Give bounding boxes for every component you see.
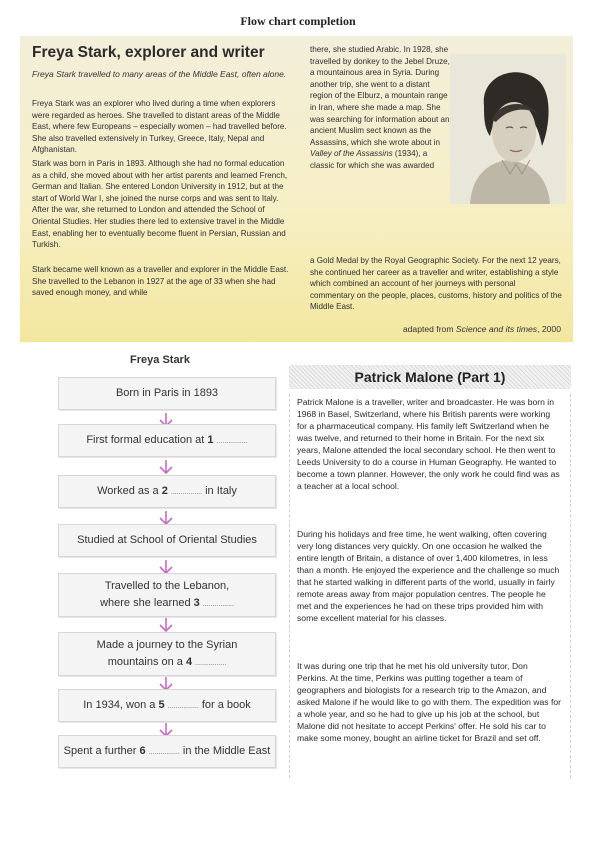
article-paragraph-3: Stark became well known as a traveller and explorer in the Middle East. She travelled to the Lebanon in 1927 at the age of 33 when she had saved enough money, and while: [32, 265, 289, 298]
flow-step-3-text: Worked as a: [97, 484, 162, 497]
freya-stark-article: [20, 36, 573, 342]
article-column-2-wide: a Gold Medal by the Royal Geographic Society. For the next 12 years, she continued her career as a traveller and writer, establishing a style which combined an account of her journeys with personal commentary on the people, places, customs, history and politics of the Middle East.: [310, 256, 562, 312]
answer-blank-2: ................: [170, 488, 203, 496]
flow-step-8-text: Spent a further: [63, 744, 140, 757]
flow-step-2: [58, 424, 276, 457]
blank-number-5: 5: [158, 698, 165, 711]
flow-step-2-text: First formal education at: [86, 433, 208, 446]
source-prefix: adapted from: [402, 324, 456, 334]
answer-blank-1: ................: [216, 437, 248, 445]
answer-blank-6: ................: [148, 748, 180, 756]
article-subtitle: Freya Stark travelled to many areas of the Middle East, often alone.: [32, 69, 287, 79]
flow-step-1: [58, 377, 276, 410]
flow-step-7: [58, 689, 276, 722]
patrick-malone-title: Patrick Malone (Part 1): [354, 369, 506, 385]
article-column-2-text: there, she studied Arabic. In 1928, she travelled by donkey to the Jebel Druze, a mountainous area in Syria. During another trip, she went to a distant region of the Elburz, a mountain range in Iran, where she made a map. She was searching for information about an ancient Muslim sect known as the Assassins, which she wrote about in: [310, 45, 450, 147]
blank-number-1: 1: [207, 433, 214, 446]
answer-blank-3: ................: [202, 600, 234, 608]
flow-step-1-text: Born in Paris in 1893: [115, 387, 219, 399]
flow-step-4: [58, 524, 276, 557]
flow-step-6-text: Made a journey to the Syrian: [96, 638, 238, 651]
flow-step-7-text: In 1934, won a: [83, 698, 159, 711]
patrick-malone-article: [285, 360, 575, 778]
flow-step-3-end: in Italy: [202, 484, 237, 497]
flow-step-8-end: in the Middle East: [179, 744, 271, 757]
blank-number-2: 2: [161, 484, 168, 497]
down-arrow-icon: [158, 459, 174, 475]
flow-step-4-text: Studied at School of Oriental Studies: [77, 534, 257, 546]
book-title: Valley of the Assassins: [310, 149, 393, 159]
malone-paragraph-2: During his holidays and free time, he went walking, often covering very long distances very quickly. On one occasion he walked the entire length of Britain, a distance of over 1,400 kilometres, in less than a month. He enjoyed the experience and the challenge so much that he started walking in different parts of the world, usually in fairly remote areas away from major population centres. The people he met and the experiences he had on these trips provided him with some excellent material for his classes.: [297, 529, 560, 623]
flow-step-8: [58, 735, 276, 768]
flow-chart-title: Freya Stark: [130, 354, 190, 366]
flow-step-5-text: Travelled to the Lebanon,: [104, 579, 230, 592]
down-arrow-icon: [158, 617, 174, 633]
portrait-image: [450, 54, 566, 204]
blank-number-6: 6: [139, 744, 146, 757]
article-paragraph-1: Freya Stark was an explorer who lived during a time when explorers were regarded as heroes. She travelled to distant areas of the Middle East, where few Europeans – especially women – had travelled before. She also travelled extensively in Turkey, Greece, Italy, Nepal and Afghanistan.: [32, 99, 287, 155]
answer-blank-4: ................: [195, 659, 227, 667]
article-column-2-end: (1934), a classic for which she was awarded: [310, 149, 435, 170]
blank-number-3: 3: [193, 596, 200, 609]
flow-step-5: [58, 573, 276, 617]
article-title: Freya Stark, explorer and writer: [32, 44, 265, 61]
article-paragraph-2: Stark was born in Paris in 1893. Although she had no formal education as a child, she moved about with her artist parents and learned French, German and Italian. She entered London University in 1912, but at the start of World War I, she joined the nurse corps and was sent to Italy. After the war, she returned to London and attended the School of Oriental Studies. Her studies there led to extensive travel in the Middle East, enabling her to eventually become fluent in Persian, Russian and Turkish.: [32, 159, 288, 250]
blank-number-4: 4: [185, 655, 193, 668]
article-column-2: [310, 44, 450, 172]
source-year: , 2000: [537, 324, 561, 334]
flow-step-5-line2: where she learned: [100, 596, 194, 609]
source-publication: Science and its times: [455, 324, 538, 334]
flow-step-3: [58, 475, 276, 508]
malone-paragraph-3: It was during one trip that he met his old university tutor, Don Perkins. At the time, Perkins was putting together a team of geographers and biologists for a research trip to the Amazon, and asked Malone if he would like to go with them. The expedition was for a whole year, and so he had to give up his job at the school, but Malone did not hesitate to accept Perkins' offer. He sold his car to make some money, bought an airline ticket for Brazil and set off.: [297, 661, 562, 743]
answer-blank-5: ................: [167, 702, 199, 710]
malone-paragraph-1: Patrick Malone is a traveller, writer and broadcaster. He was born in 1968 in Basel, Switzerland, where his British parents were working for a pharmaceutical company. His family left Switzerland when he was twelve, and returned to their home in Britain. For the next six years, Malone attended the local secondary school. He then went to Leeds University to do a course in Human Geography. He wanted to become a town planner. However, the only work he could find was as a teacher at a local school.: [297, 397, 560, 491]
page-title: Flow chart completion: [240, 14, 356, 28]
article-source: [403, 324, 561, 334]
patrick-malone-header: [289, 365, 571, 389]
flow-step-6-line2: mountains on a: [107, 655, 186, 668]
flow-step-6: [58, 632, 276, 676]
flow-step-7-end: for a book: [198, 698, 251, 711]
